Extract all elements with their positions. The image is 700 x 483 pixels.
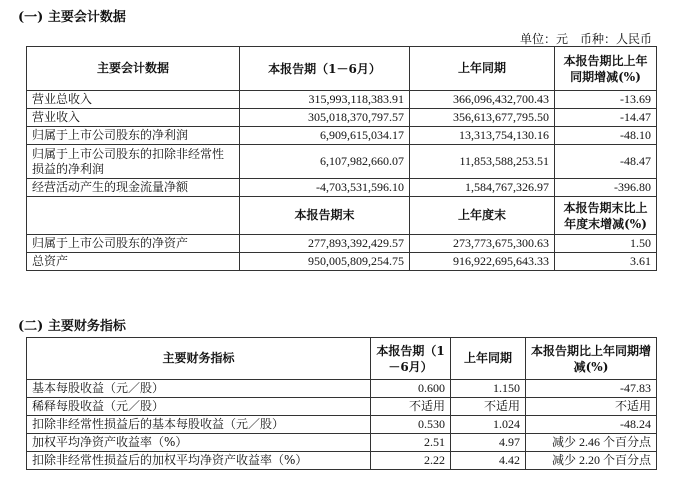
header-prior-period: 上年同期 <box>410 47 555 91</box>
header-change-percent: 本报告期比上年同期增减(%) <box>555 47 657 91</box>
current-value: 0.530 <box>371 416 451 434</box>
prior-value: 356,613,677,795.50 <box>410 109 555 127</box>
header-current-period: 本报告期（1－6月） <box>371 338 451 380</box>
change-value: 减少 2.20 个百分点 <box>526 452 657 470</box>
header-prior-year-end: 上年度末 <box>410 197 555 235</box>
current-value: 不适用 <box>371 398 451 416</box>
row-label: 营业总收入 <box>27 91 240 109</box>
row-label: 经营活动产生的现金流量净额 <box>27 179 240 197</box>
row-label: 归属于上市公司股东的扣除非经常性损益的净利润 <box>27 145 240 179</box>
current-value: 6,909,615,034.17 <box>240 127 410 145</box>
prior-value: 366,096,432,700.43 <box>410 91 555 109</box>
table-row <box>27 91 657 109</box>
change-value: -14.47 <box>555 109 657 127</box>
table-header-row <box>27 47 657 91</box>
section-2-title: (二) 主要财务指标 <box>18 319 126 334</box>
row-label: 稀释每股收益（元／股） <box>27 398 371 416</box>
current-value: 305,018,370,797.57 <box>240 109 410 127</box>
header-accounting-data: 主要会计数据 <box>27 47 240 91</box>
table-row <box>27 416 657 434</box>
change-value: 1.50 <box>555 235 657 253</box>
row-label: 扣除非经常性损益后的加权平均净资产收益率（%） <box>27 452 371 470</box>
row-label: 营业收入 <box>27 109 240 127</box>
section-1-title: (一) 主要会计数据 <box>18 10 126 25</box>
row-label: 扣除非经常性损益后的基本每股收益（元／股） <box>27 416 371 434</box>
prior-value: 4.97 <box>451 434 526 452</box>
change-value: 3.61 <box>555 253 657 271</box>
row-label: 归属于上市公司股东的净利润 <box>27 127 240 145</box>
change-value: -13.69 <box>555 91 657 109</box>
current-value: 6,107,982,660.07 <box>240 145 410 179</box>
header-financial-indicators: 主要财务指标 <box>27 338 371 380</box>
change-value: 不适用 <box>526 398 657 416</box>
table-row <box>27 253 657 271</box>
prior-value: 1.024 <box>451 416 526 434</box>
table-row <box>27 109 657 127</box>
table-row <box>27 434 657 452</box>
current-value: 2.51 <box>371 434 451 452</box>
prior-value: 1,584,767,326.97 <box>410 179 555 197</box>
current-value: 2.22 <box>371 452 451 470</box>
header-current-period: 本报告期（1－6月） <box>240 47 410 91</box>
row-label: 加权平均净资产收益率（%） <box>27 434 371 452</box>
subheader-empty-cell <box>27 197 240 235</box>
change-value: -396.80 <box>555 179 657 197</box>
table-row <box>27 179 657 197</box>
table-subheader-row <box>27 197 657 235</box>
prior-value: 916,922,695,643.33 <box>410 253 555 271</box>
current-value: 315,993,118,383.91 <box>240 91 410 109</box>
prior-value: 13,313,754,130.16 <box>410 127 555 145</box>
table-row <box>27 380 657 398</box>
current-value: 0.600 <box>371 380 451 398</box>
table-row <box>27 145 657 179</box>
row-label: 归属于上市公司股东的净资产 <box>27 235 240 253</box>
header-change-percent: 本报告期比上年同期增减(%) <box>526 338 657 380</box>
header-period-end: 本报告期末 <box>240 197 410 235</box>
current-value: -4,703,531,596.10 <box>240 179 410 197</box>
table-row <box>27 398 657 416</box>
change-value: -48.47 <box>555 145 657 179</box>
current-value: 950,005,809,254.75 <box>240 253 410 271</box>
prior-value: 1.150 <box>451 380 526 398</box>
prior-value: 273,773,675,300.63 <box>410 235 555 253</box>
current-value: 277,893,392,429.57 <box>240 235 410 253</box>
prior-value: 11,853,588,253.51 <box>410 145 555 179</box>
table-row <box>27 452 657 470</box>
financial-indicators-table <box>26 337 657 470</box>
prior-value: 4.42 <box>451 452 526 470</box>
table-row <box>27 127 657 145</box>
accounting-data-table <box>26 46 657 271</box>
header-prior-period: 上年同期 <box>451 338 526 380</box>
row-label: 总资产 <box>27 253 240 271</box>
prior-value: 不适用 <box>451 398 526 416</box>
table-header-row <box>27 338 657 380</box>
row-label: 基本每股收益（元／股） <box>27 380 371 398</box>
change-value: -48.10 <box>555 127 657 145</box>
header-change-vs-year-end: 本报告期末比上年度末增减(%) <box>555 197 657 235</box>
change-value: -48.24 <box>526 416 657 434</box>
change-value: -47.83 <box>526 380 657 398</box>
table-row <box>27 235 657 253</box>
change-value: 减少 2.46 个百分点 <box>526 434 657 452</box>
unit-currency-line: 单位：元 币种：人民币 <box>519 32 652 46</box>
